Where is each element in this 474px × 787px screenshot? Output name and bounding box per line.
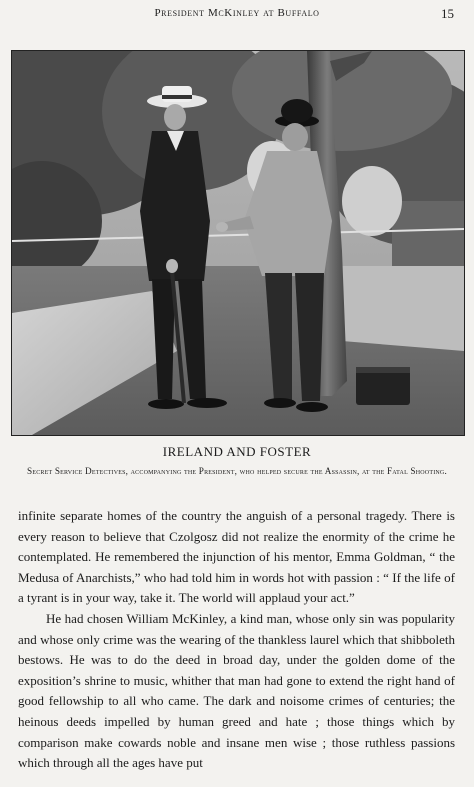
photograph-plate — [11, 50, 465, 436]
paragraph-2: He had chosen William McKinley, a kind man, whose only sin was popularity and whose only crime was the wearing of the thankless laurel which that shibboleth bestows. He was to do the deed in broad day, under the golden dome of the exposition’s shrine to music, whither that man had gone to extend the right hand of good fellowship to all who came. The dark and noisome crimes of centuries; the heinous deeds impelled by human greed and hate ; those things which by comparison make cowards noble and insane men wise ; those ruthless passions which through all the ages have put — [18, 610, 455, 771]
plate-caption-subtitle: Secret Service Detectives, accompanying the President, who helped secure the Assassin, at the Fatal Shooting. — [27, 466, 447, 476]
body-text — [18, 506, 455, 774]
page-number: 15 — [441, 6, 454, 21]
plate-caption-title: IRELAND AND FOSTER — [162, 444, 312, 459]
valise — [356, 367, 410, 405]
running-title: President McKinley at Buffalo — [154, 7, 320, 19]
photograph-ireland-and-foster — [12, 51, 464, 435]
running-head — [0, 6, 474, 24]
paragraph-1: infinite separate homes of the country the anguish of a personal tragedy. There is every reason to believe that Czolgosz did not realize the enormity of the crime he contemplated. He remembered the injunction of his mentor, Emma Goldman, “ the Medusa of Anarchists,” who had told him in words hot with passion : “ If the life of a tyrant is in your way, take it. The world will applaud your act.” — [18, 508, 455, 606]
